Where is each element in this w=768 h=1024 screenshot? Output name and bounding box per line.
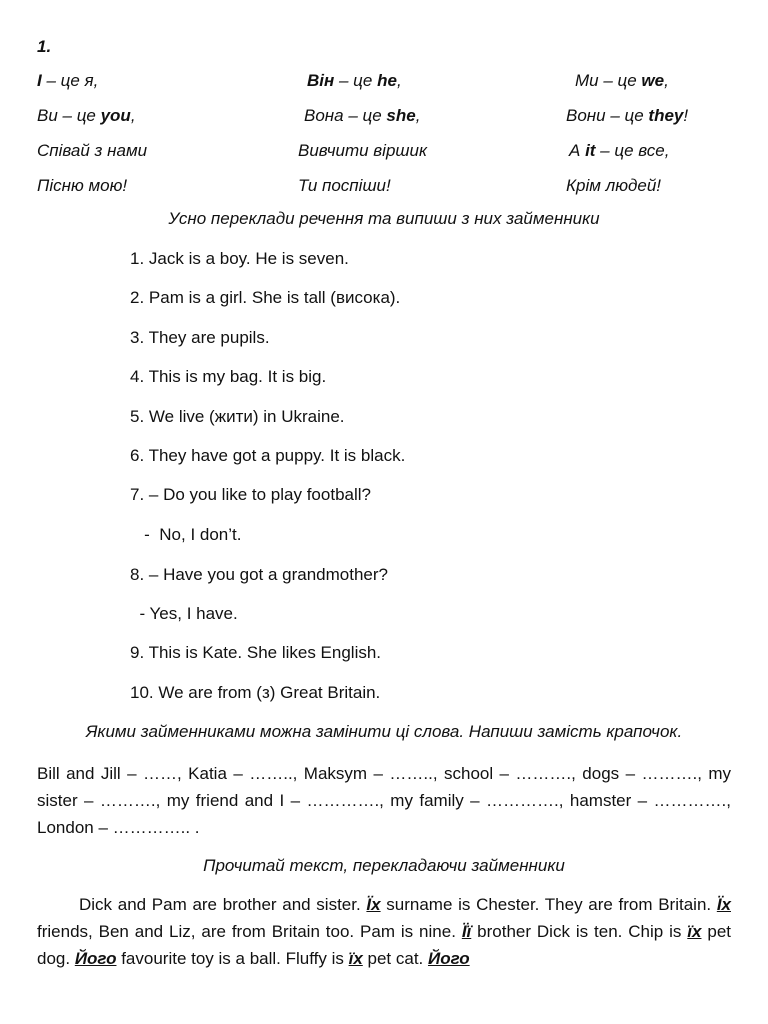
sentence-item: - No, I don’t. bbox=[130, 525, 242, 544]
task3-fill-text bbox=[37, 760, 731, 841]
sentence-item: 5. We live (жити) in Ukraine. bbox=[130, 407, 345, 426]
sentence-item: 2. Pam is a girl. She is tall (висока). bbox=[130, 288, 401, 307]
poem-bold-word: it bbox=[585, 141, 596, 160]
poem-text: ! bbox=[683, 106, 689, 125]
text-segment: friends, Ben and Liz, are from Britain too. Pam is nine. bbox=[37, 922, 462, 941]
poem-text: – це я, bbox=[41, 71, 99, 90]
poem-text: , bbox=[396, 71, 402, 90]
sentence-item: 3. They are pupils. bbox=[130, 328, 270, 347]
highlighted-pronoun: їх bbox=[348, 949, 363, 968]
text-segment: pet dog. bbox=[37, 922, 731, 968]
poem-bold-word: Він bbox=[307, 71, 335, 90]
poem-line bbox=[307, 70, 402, 92]
task2-heading: Усно переклади речення та випиши з них займенники bbox=[168, 209, 600, 228]
poem-text: – це bbox=[334, 71, 378, 90]
sentence-item: 1. Jack is a boy. He is seven. bbox=[130, 249, 349, 268]
poem-line: Співай з нами bbox=[37, 141, 148, 160]
poem-text: Ми – це bbox=[575, 71, 642, 90]
poem-text: А bbox=[569, 141, 586, 160]
poem-bold-word: they bbox=[648, 106, 684, 125]
poem-bold-word: I bbox=[37, 71, 42, 90]
text-segment: Dick and Pam are brother and sister. bbox=[79, 895, 367, 914]
highlighted-pronoun: Його bbox=[74, 949, 117, 968]
highlighted-pronoun: Їх bbox=[366, 895, 381, 914]
sentence-item: 10. We are from (з) Great Britain. bbox=[130, 683, 381, 702]
text-segment: brother Dick is ten. Chip is bbox=[471, 922, 688, 941]
sentence-item: 9. This is Kate. She likes English. bbox=[130, 643, 382, 662]
poem-bold-word: you bbox=[100, 106, 131, 125]
sentence-item: 6. They have got a puppy. It is black. bbox=[130, 446, 406, 465]
poem-text: Вони – це bbox=[566, 106, 649, 125]
exercise-number: 1. bbox=[37, 37, 52, 56]
task4-heading: Прочитай текст, перекладаючи займенники bbox=[203, 856, 565, 875]
task4-reading-text bbox=[37, 891, 731, 972]
highlighted-pronoun: Його bbox=[427, 949, 470, 968]
sentence-item: 8. – Have you got a grandmother? bbox=[130, 565, 388, 584]
text-segment: surname is Chester. They are from Britain. bbox=[380, 895, 717, 914]
text-segment: pet cat. bbox=[362, 949, 428, 968]
poem-line bbox=[569, 140, 669, 162]
poem-line: Вивчити віршик bbox=[298, 141, 428, 160]
poem-line bbox=[37, 105, 136, 127]
sentence-item: - Yes, I have. bbox=[130, 604, 238, 623]
text-segment: favourite toy is a ball. Fluffy is bbox=[116, 949, 349, 968]
poem-line: Пісню мою! bbox=[37, 176, 128, 195]
poem-text: – це все, bbox=[595, 141, 670, 160]
task3-heading: Якими займенниками можна замінити ці слова. Напиши замість крапочок. bbox=[85, 722, 683, 741]
highlighted-pronoun: Її bbox=[461, 922, 472, 941]
poem-bold-word: she bbox=[386, 106, 416, 125]
highlighted-pronoun: їх bbox=[687, 922, 702, 941]
poem-text: , bbox=[130, 106, 136, 125]
poem-line bbox=[575, 70, 669, 92]
highlighted-pronoun: Їх bbox=[716, 895, 731, 914]
task3-paragraph: Bill and Jill – ……, Katia – …….., Maksym – …….., school – ………., dogs – ………., my sister – ………., my friend and I – …………., my family – …………., hamster – …………., London – ………….. . bbox=[37, 764, 731, 837]
task4-paragraph bbox=[37, 891, 731, 972]
poem-line: Ти поспіши! bbox=[298, 176, 391, 195]
poem-line bbox=[566, 105, 688, 127]
poem-line bbox=[304, 105, 420, 127]
poem-text: , bbox=[415, 106, 421, 125]
poem-text: , bbox=[664, 71, 669, 90]
poem-line bbox=[37, 70, 98, 92]
poem-line: Крім людей! bbox=[566, 176, 662, 195]
sentence-item: 4. This is my bag. It is big. bbox=[130, 367, 327, 386]
poem-bold-word: he bbox=[377, 71, 397, 90]
poem-bold-word: we bbox=[641, 71, 665, 90]
sentence-item: 7. – Do you like to play football? bbox=[130, 485, 371, 504]
poem-text: Ви – це bbox=[37, 106, 101, 125]
poem-text: Вона – це bbox=[304, 106, 387, 125]
